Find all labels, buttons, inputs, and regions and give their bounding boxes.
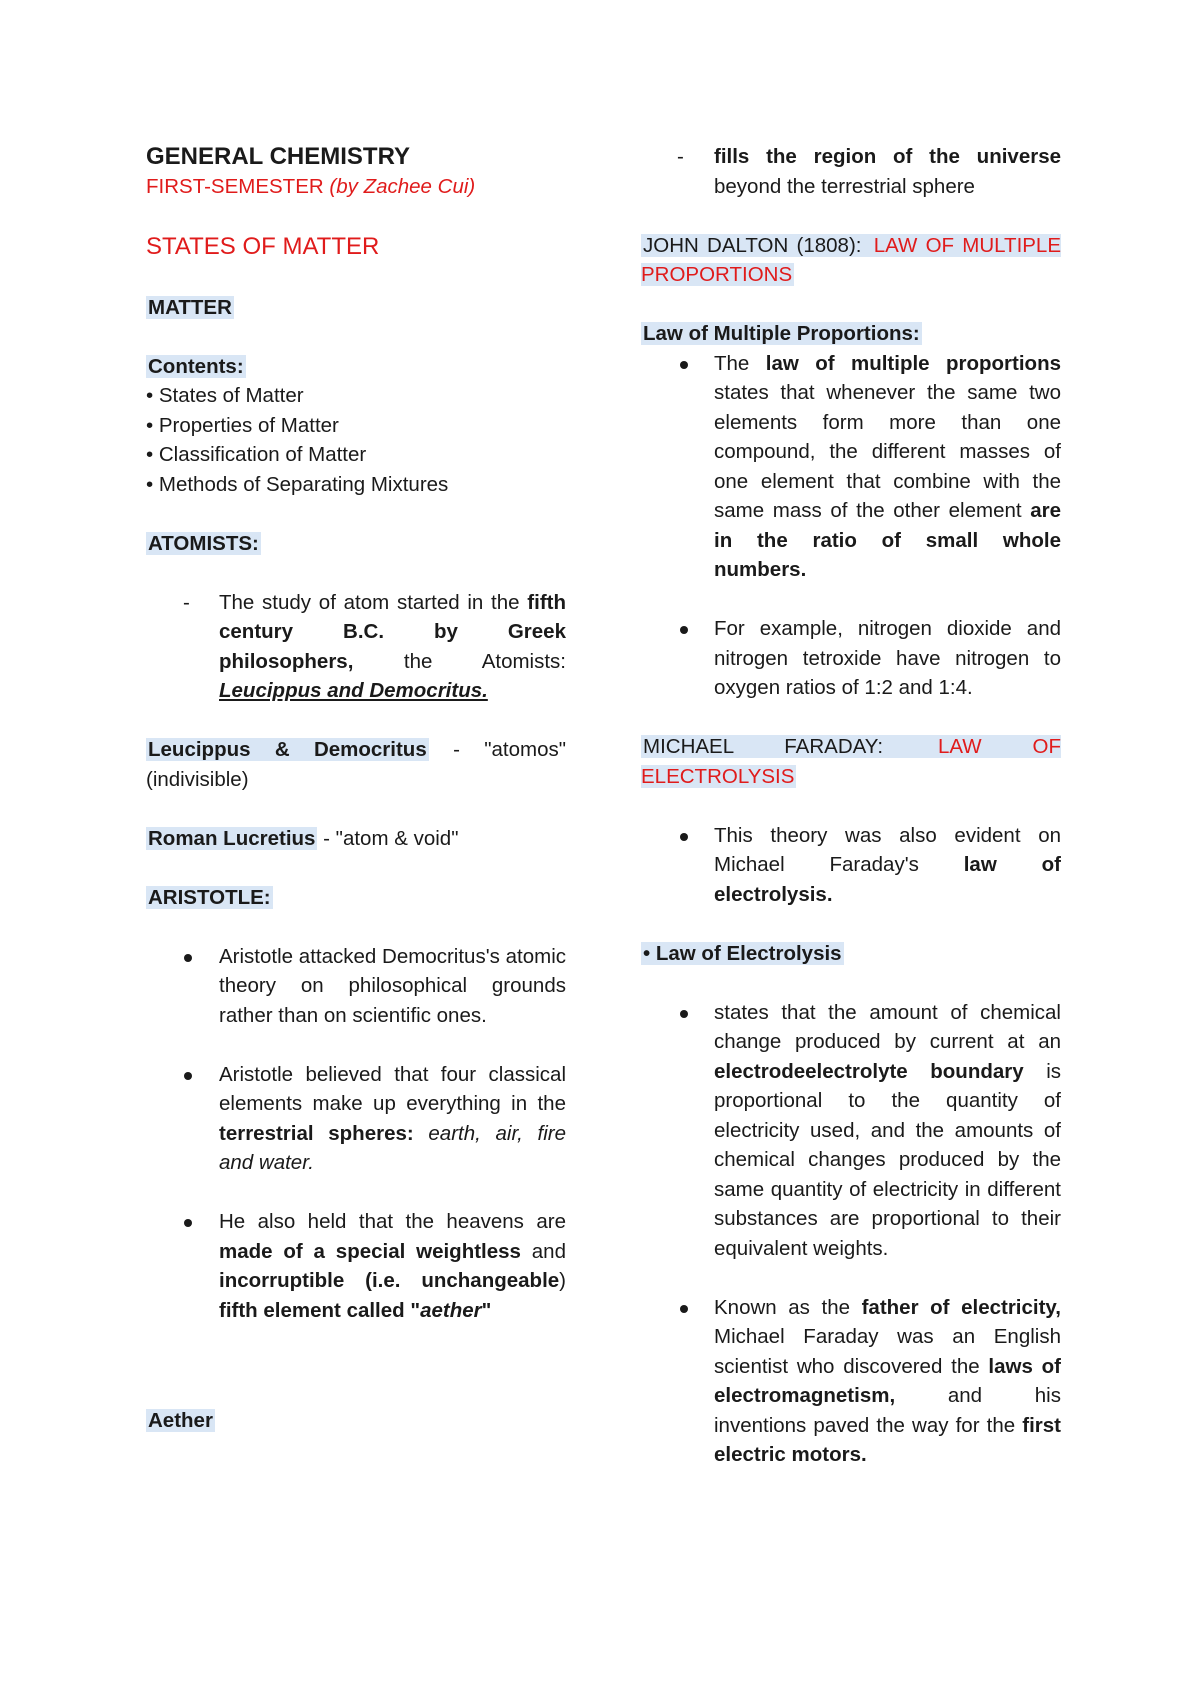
bullet-dot-icon	[680, 833, 688, 841]
bullet-dot-icon	[680, 1305, 688, 1313]
document-title: GENERAL CHEMISTRY	[146, 143, 411, 170]
loe-bullet: Known as the father of electricity, Michael Faraday was an English scientist who discovered the laws of electromagnetism, and his inventions paved the way for the first electric motors.	[641, 1293, 1061, 1470]
aristotle-bullet: He also held that the heavens are made of a special weightless and incorruptible (i.e. unchangeable) fifth element called "aether"	[146, 1207, 566, 1325]
section-title: STATES OF MATTER	[146, 233, 380, 260]
bullet-dot-icon	[680, 1010, 688, 1018]
contents-item: • States of Matter	[146, 384, 304, 407]
document-subtitle	[146, 172, 566, 202]
bullet-dot-icon	[184, 1219, 192, 1227]
left-column	[146, 142, 566, 1436]
right-column	[641, 142, 1061, 1470]
faraday-heading: MICHAEL FARADAY: LAW OF ELECTROLYSIS	[641, 735, 1062, 788]
contents-item: • Methods of Separating Mixtures	[146, 472, 449, 496]
lmp-heading: Law of Multiple Proportions:	[643, 322, 920, 345]
atomists-heading: ATOMISTS:	[148, 531, 259, 555]
leucippus-line: Leucippus & Democritus - "atomos" (indivisible)	[146, 738, 566, 791]
contents-heading: Contents:	[148, 354, 244, 378]
faraday-bullet: This theory was also evident on Michael Faraday's law of electrolysis.	[641, 821, 1061, 910]
aether-heading: Aether	[148, 1409, 213, 1432]
bullet-dot-icon	[184, 954, 192, 962]
aristotle-bullet: Aristotle attacked Democritus's atomic theory on philosophical grounds rather than on scientific ones.	[146, 942, 566, 1031]
loe-bullet: states that the amount of chemical change produced by current at an electrodeelectrolyte boundary is proportional to the quantity of electricity used, and the amounts of chemical changes produced by the same quantity of electricity in different substances are proportional to their equivalent weights.	[641, 998, 1061, 1264]
bullet-dot-icon	[184, 1072, 192, 1080]
aristotle-bullet: Aristotle believed that four classical elements make up everything in the terrestrial spheres: earth, air, fire and water.	[146, 1060, 566, 1178]
matter-heading: MATTER	[148, 295, 232, 319]
bullet-dot-icon	[680, 361, 688, 369]
loe-heading: • Law of Electrolysis	[643, 941, 842, 965]
aristotle-heading: ARISTOTLE:	[148, 885, 271, 909]
subtitle-semester: FIRST-SEMESTER	[146, 175, 330, 198]
aether-description: - fills the region of the universe beyond the terrestrial sphere	[677, 145, 1061, 198]
contents-item: • Classification of Matter	[146, 443, 367, 466]
contents-item: • Properties of Matter	[146, 413, 339, 437]
subtitle-author: (by Zachee Cui)	[329, 175, 476, 198]
dalton-heading: JOHN DALTON (1808): LAW OF MULTIPLE PROPORTIONS	[641, 233, 1062, 286]
lucretius-line: Roman Lucretius - "atom & void"	[148, 826, 459, 850]
lmp-bullet: For example, nitrogen dioxide and nitrogen tetroxide have nitrogen to oxygen ratios of 1:2 and 1:4.	[641, 614, 1061, 703]
atomists-paragraph: - The study of atom started in the fifth century B.C. by Greek philosophers, the Atomists: Leucippus and Democritus.	[183, 590, 566, 702]
lmp-bullet: The law of multiple proportions states that whenever the same two elements form more than one compound, the different masses of one element that combine with the same mass of the other element are in the ratio of small whole numbers.	[641, 349, 1061, 585]
bullet-dot-icon	[680, 626, 688, 634]
